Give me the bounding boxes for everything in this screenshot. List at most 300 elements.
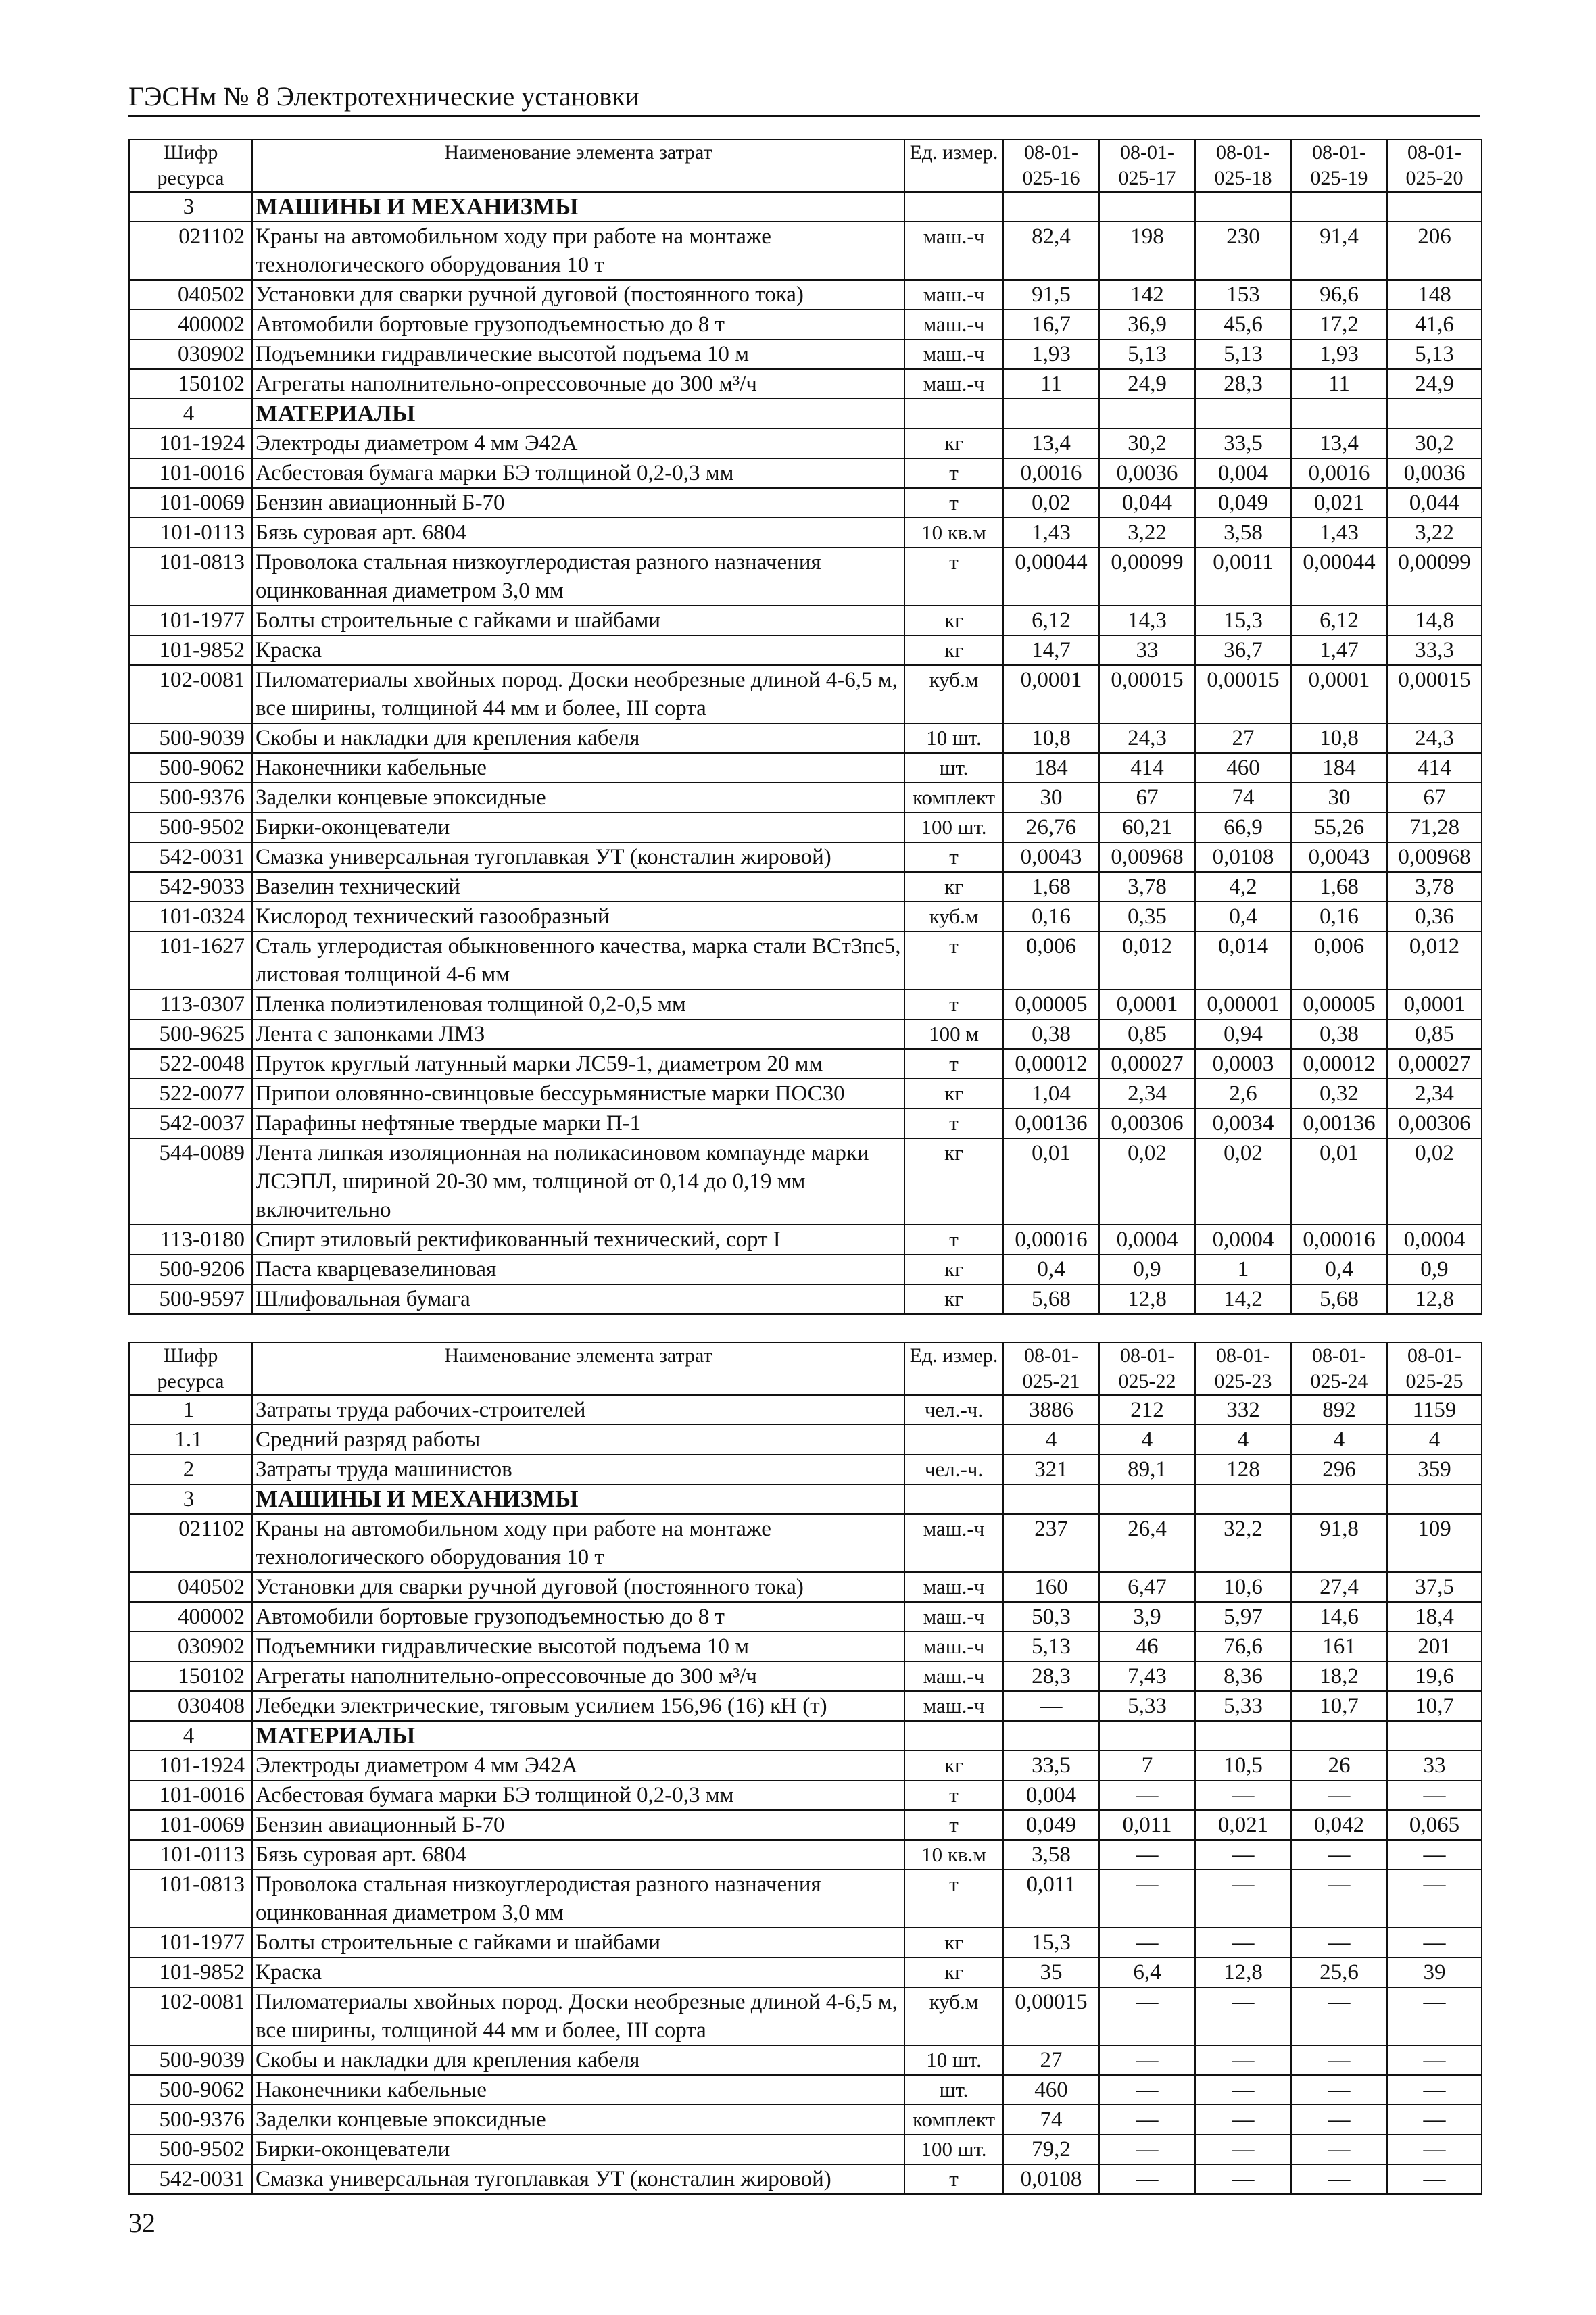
value-cell: 24,9 bbox=[1099, 369, 1195, 399]
table-row bbox=[129, 429, 1482, 458]
value-cell: 10,7 bbox=[1291, 1691, 1387, 1721]
resource-name: Проволока стальная низкоуглеродистая разного назначения оцинкованная диаметром 3,0 мм bbox=[252, 547, 904, 606]
value-cell: — bbox=[1195, 1928, 1291, 1957]
value-cell: 12,8 bbox=[1099, 1284, 1195, 1314]
resource-name: Автомобили бортовые грузоподъемностью до 8 т bbox=[252, 1602, 904, 1632]
value-cell: 0,00136 bbox=[1003, 1108, 1099, 1138]
resource-code: 101-9852 bbox=[129, 635, 252, 665]
resource-name: Подъемники гидравлические высотой подъема 10 м bbox=[252, 1632, 904, 1661]
value-cell: 0,01 bbox=[1291, 1138, 1387, 1225]
value-cell: 3,9 bbox=[1099, 1602, 1195, 1632]
table-row bbox=[129, 723, 1482, 753]
value-cell: 148 bbox=[1387, 280, 1482, 310]
value-cell bbox=[1099, 1721, 1195, 1751]
resource-name: Средний разряд работы bbox=[252, 1425, 904, 1455]
value-cell: 16,7 bbox=[1003, 310, 1099, 339]
value-cell: 35 bbox=[1003, 1957, 1099, 1987]
unit-cell: комплект bbox=[904, 2105, 1003, 2135]
value-cell: 0,0001 bbox=[1387, 990, 1482, 1019]
value-cell: 5,33 bbox=[1195, 1691, 1291, 1721]
value-cell: 10,8 bbox=[1291, 723, 1387, 753]
value-cell: 184 bbox=[1291, 753, 1387, 783]
value-cell bbox=[1003, 399, 1099, 429]
value-cell: 0,042 bbox=[1291, 1810, 1387, 1840]
column-header: 08-01-025-17 bbox=[1099, 139, 1195, 192]
value-cell bbox=[1387, 1721, 1482, 1751]
value-cell: 0,021 bbox=[1195, 1810, 1291, 1840]
value-cell: 33,5 bbox=[1003, 1751, 1099, 1780]
unit-cell: маш.-ч bbox=[904, 339, 1003, 369]
value-cell: 3886 bbox=[1003, 1395, 1099, 1425]
value-cell: 198 bbox=[1099, 222, 1195, 280]
resource-code: 500-9039 bbox=[129, 723, 252, 753]
unit-cell: т bbox=[904, 1780, 1003, 1810]
value-cell: 4,2 bbox=[1195, 872, 1291, 902]
value-cell: 26 bbox=[1291, 1751, 1387, 1780]
table-row bbox=[129, 280, 1482, 310]
resource-name: Заделки концевые эпоксидные bbox=[252, 2105, 904, 2135]
value-cell: 2,34 bbox=[1099, 1079, 1195, 1108]
value-cell: 27 bbox=[1003, 2045, 1099, 2075]
value-cell: 50,3 bbox=[1003, 1602, 1099, 1632]
resource-name: Бирки-оконцеватели bbox=[252, 812, 904, 842]
resource-code: 544-0089 bbox=[129, 1138, 252, 1225]
value-cell bbox=[1195, 1484, 1291, 1514]
value-cell: — bbox=[1195, 2164, 1291, 2194]
column-header: Наименование элемента затрат bbox=[252, 1342, 904, 1395]
value-cell: 359 bbox=[1387, 1455, 1482, 1484]
value-cell: 0,0011 bbox=[1195, 547, 1291, 606]
resource-code: 1 bbox=[129, 1395, 252, 1425]
value-cell: 5,13 bbox=[1195, 339, 1291, 369]
unit-cell: 10 кв.м bbox=[904, 518, 1003, 547]
resource-code: 2 bbox=[129, 1455, 252, 1484]
value-cell: 6,12 bbox=[1003, 606, 1099, 635]
value-cell: 4 bbox=[1291, 1425, 1387, 1455]
value-cell: 0,0004 bbox=[1099, 1225, 1195, 1254]
resource-name: Наконечники кабельные bbox=[252, 753, 904, 783]
resource-code: 101-0113 bbox=[129, 1840, 252, 1870]
resource-code: 101-0016 bbox=[129, 1780, 252, 1810]
unit-cell: т bbox=[904, 1225, 1003, 1254]
value-cell bbox=[1291, 1484, 1387, 1514]
value-cell: 153 bbox=[1195, 280, 1291, 310]
value-cell: — bbox=[1195, 2075, 1291, 2105]
value-cell: — bbox=[1099, 1780, 1195, 1810]
resource-name: Подъемники гидравлические высотой подъема 10 м bbox=[252, 339, 904, 369]
value-cell: 0,0001 bbox=[1099, 990, 1195, 1019]
resource-name: Бензин авиационный Б-70 bbox=[252, 1810, 904, 1840]
unit-cell: кг bbox=[904, 1079, 1003, 1108]
value-cell: 30,2 bbox=[1099, 429, 1195, 458]
value-cell: 109 bbox=[1387, 1514, 1482, 1572]
value-cell: — bbox=[1291, 1780, 1387, 1810]
resource-code: 150102 bbox=[129, 369, 252, 399]
value-cell: 0,065 bbox=[1387, 1810, 1482, 1840]
value-cell: 25,6 bbox=[1291, 1957, 1387, 1987]
value-cell: 0,00044 bbox=[1003, 547, 1099, 606]
unit-cell: 100 шт. bbox=[904, 812, 1003, 842]
table-row bbox=[129, 1691, 1482, 1721]
value-cell: 0,00012 bbox=[1003, 1049, 1099, 1079]
table-row bbox=[129, 2135, 1482, 2164]
resource-code: 542-0037 bbox=[129, 1108, 252, 1138]
value-cell: 6,12 bbox=[1291, 606, 1387, 635]
value-cell: 0,0016 bbox=[1291, 458, 1387, 488]
value-cell: — bbox=[1291, 1928, 1387, 1957]
unit-cell: кг bbox=[904, 1928, 1003, 1957]
resource-name: Краска bbox=[252, 1957, 904, 1987]
resource-code: 500-9062 bbox=[129, 753, 252, 783]
value-cell: 0,00099 bbox=[1099, 547, 1195, 606]
value-cell: 3,22 bbox=[1387, 518, 1482, 547]
table-row bbox=[129, 1254, 1482, 1284]
value-cell: — bbox=[1387, 2075, 1482, 2105]
value-cell: 0,16 bbox=[1291, 902, 1387, 931]
value-cell: 0,01 bbox=[1003, 1138, 1099, 1225]
resource-table-1 bbox=[128, 139, 1482, 1315]
value-cell: 0,00027 bbox=[1387, 1049, 1482, 1079]
value-cell: 0,16 bbox=[1003, 902, 1099, 931]
unit-cell: 10 кв.м bbox=[904, 1840, 1003, 1870]
value-cell: 0,0001 bbox=[1003, 665, 1099, 723]
value-cell: 24,3 bbox=[1387, 723, 1482, 753]
resource-name: Болты строительные с гайками и шайбами bbox=[252, 606, 904, 635]
resource-code: 101-1924 bbox=[129, 1751, 252, 1780]
resource-code: 500-9062 bbox=[129, 2075, 252, 2105]
value-cell: 414 bbox=[1099, 753, 1195, 783]
unit-cell: т bbox=[904, 1049, 1003, 1079]
column-header: 08-01-025-18 bbox=[1195, 139, 1291, 192]
value-cell: 14,8 bbox=[1387, 606, 1482, 635]
page-number: 32 bbox=[128, 2208, 155, 2238]
value-cell: 5,97 bbox=[1195, 1602, 1291, 1632]
value-cell: 892 bbox=[1291, 1395, 1387, 1425]
value-cell: 0,012 bbox=[1099, 931, 1195, 990]
table-row bbox=[129, 1572, 1482, 1602]
value-cell: 3,78 bbox=[1387, 872, 1482, 902]
resource-name: Шлифовальная бумага bbox=[252, 1284, 904, 1314]
value-cell: 5,68 bbox=[1291, 1284, 1387, 1314]
value-cell: 41,6 bbox=[1387, 310, 1482, 339]
resource-code: 021102 bbox=[129, 1514, 252, 1572]
value-cell: 0,35 bbox=[1099, 902, 1195, 931]
resource-name: Агрегаты наполнительно-опрессовочные до 300 м³/ч bbox=[252, 1661, 904, 1691]
value-cell: 237 bbox=[1003, 1514, 1099, 1572]
value-cell bbox=[1099, 399, 1195, 429]
value-cell: 230 bbox=[1195, 222, 1291, 280]
table-row bbox=[129, 1840, 1482, 1870]
resource-code: 101-1977 bbox=[129, 606, 252, 635]
unit-cell: чел.-ч. bbox=[904, 1395, 1003, 1425]
value-cell: 26,76 bbox=[1003, 812, 1099, 842]
value-cell: 6,4 bbox=[1099, 1957, 1195, 1987]
value-cell: — bbox=[1291, 2105, 1387, 2135]
resource-code: 1.1 bbox=[129, 1425, 252, 1455]
value-cell: 0,00001 bbox=[1195, 990, 1291, 1019]
resource-code: 101-0113 bbox=[129, 518, 252, 547]
value-cell: 0,00044 bbox=[1291, 547, 1387, 606]
value-cell: 0,0003 bbox=[1195, 1049, 1291, 1079]
value-cell: 0,00005 bbox=[1291, 990, 1387, 1019]
unit-cell: маш.-ч bbox=[904, 1661, 1003, 1691]
value-cell: 33 bbox=[1387, 1751, 1482, 1780]
table-row bbox=[129, 488, 1482, 518]
value-cell: 3,78 bbox=[1099, 872, 1195, 902]
unit-cell: чел.-ч. bbox=[904, 1455, 1003, 1484]
table-row bbox=[129, 1661, 1482, 1691]
value-cell: 1,43 bbox=[1003, 518, 1099, 547]
table-row bbox=[129, 458, 1482, 488]
value-cell: 82,4 bbox=[1003, 222, 1099, 280]
value-cell: 2,34 bbox=[1387, 1079, 1482, 1108]
section-title: МАТЕРИАЛЫ bbox=[252, 1721, 904, 1751]
value-cell: — bbox=[1291, 1987, 1387, 2045]
value-cell: 0,004 bbox=[1003, 1780, 1099, 1810]
resource-code: 542-9033 bbox=[129, 872, 252, 902]
resource-code: 400002 bbox=[129, 310, 252, 339]
value-cell: 0,32 bbox=[1291, 1079, 1387, 1108]
table-row bbox=[129, 1780, 1482, 1810]
value-cell: 26,4 bbox=[1099, 1514, 1195, 1572]
resource-code: 101-0069 bbox=[129, 488, 252, 518]
resource-name: Асбестовая бумага марки БЭ толщиной 0,2-0,3 мм bbox=[252, 458, 904, 488]
resource-code: 102-0081 bbox=[129, 665, 252, 723]
value-cell: 14,6 bbox=[1291, 1602, 1387, 1632]
table-row bbox=[129, 1928, 1482, 1957]
value-cell: — bbox=[1099, 2045, 1195, 2075]
resource-code: 101-1924 bbox=[129, 429, 252, 458]
value-cell: 0,0001 bbox=[1291, 665, 1387, 723]
table-row bbox=[129, 902, 1482, 931]
value-cell: 5,33 bbox=[1099, 1691, 1195, 1721]
value-cell: 0,38 bbox=[1291, 1019, 1387, 1049]
value-cell: 1159 bbox=[1387, 1395, 1482, 1425]
resource-code: 101-0813 bbox=[129, 547, 252, 606]
resource-name: Парафины нефтяные твердые марки П-1 bbox=[252, 1108, 904, 1138]
resource-name: Краны на автомобильном ходу при работе на монтаже технологического оборудования 10 т bbox=[252, 1514, 904, 1572]
value-cell: 1,04 bbox=[1003, 1079, 1099, 1108]
resource-code: 500-9376 bbox=[129, 2105, 252, 2135]
value-cell: 60,21 bbox=[1099, 812, 1195, 842]
value-cell bbox=[1387, 1484, 1482, 1514]
value-cell: — bbox=[1003, 1691, 1099, 1721]
table-row bbox=[129, 547, 1482, 606]
value-cell: 33,3 bbox=[1387, 635, 1482, 665]
value-cell: 0,00015 bbox=[1387, 665, 1482, 723]
value-cell: 0,00968 bbox=[1387, 842, 1482, 872]
value-cell: — bbox=[1387, 2164, 1482, 2194]
unit-cell bbox=[904, 1484, 1003, 1514]
column-header: Ед. измер. bbox=[904, 1342, 1003, 1395]
value-cell: 4 bbox=[1003, 1425, 1099, 1455]
unit-cell: маш.-ч bbox=[904, 1632, 1003, 1661]
unit-cell: кг bbox=[904, 1957, 1003, 1987]
resource-name: Бензин авиационный Б-70 bbox=[252, 488, 904, 518]
value-cell: 30,2 bbox=[1387, 429, 1482, 458]
resource-code: 500-9206 bbox=[129, 1254, 252, 1284]
value-cell bbox=[1291, 399, 1387, 429]
unit-cell: т bbox=[904, 458, 1003, 488]
value-cell: 201 bbox=[1387, 1632, 1482, 1661]
value-cell: 45,6 bbox=[1195, 310, 1291, 339]
resource-name: Электроды диаметром 4 мм Э42А bbox=[252, 429, 904, 458]
value-cell: — bbox=[1195, 2045, 1291, 2075]
value-cell: 0,021 bbox=[1291, 488, 1387, 518]
value-cell: 0,4 bbox=[1291, 1254, 1387, 1284]
value-cell: 0,9 bbox=[1387, 1254, 1482, 1284]
resource-code: 102-0081 bbox=[129, 1987, 252, 2045]
value-cell: 0,011 bbox=[1003, 1870, 1099, 1928]
value-cell bbox=[1291, 192, 1387, 222]
resource-code: 500-9039 bbox=[129, 2045, 252, 2075]
value-cell: 0,004 bbox=[1195, 458, 1291, 488]
resource-name: Электроды диаметром 4 мм Э42А bbox=[252, 1751, 904, 1780]
value-cell: 0,38 bbox=[1003, 1019, 1099, 1049]
resource-name: Спирт этиловый ректификованный технический, сорт I bbox=[252, 1225, 904, 1254]
unit-cell: шт. bbox=[904, 753, 1003, 783]
value-cell: 161 bbox=[1291, 1632, 1387, 1661]
resource-code: 101-9852 bbox=[129, 1957, 252, 1987]
value-cell: 67 bbox=[1099, 783, 1195, 812]
resource-name: Бязь суровая арт. 6804 bbox=[252, 1840, 904, 1870]
table-row bbox=[129, 1751, 1482, 1780]
table-row bbox=[129, 310, 1482, 339]
table-row bbox=[129, 2045, 1482, 2075]
value-cell: 18,4 bbox=[1387, 1602, 1482, 1632]
value-cell bbox=[1003, 1721, 1099, 1751]
resource-code: 113-0307 bbox=[129, 990, 252, 1019]
table-row bbox=[129, 1425, 1482, 1455]
value-cell: 15,3 bbox=[1195, 606, 1291, 635]
value-cell: 33 bbox=[1099, 635, 1195, 665]
value-cell: 3,58 bbox=[1195, 518, 1291, 547]
section-row bbox=[129, 1484, 1482, 1514]
value-cell: 2,6 bbox=[1195, 1079, 1291, 1108]
unit-cell: т bbox=[904, 990, 1003, 1019]
unit-cell: куб.м bbox=[904, 902, 1003, 931]
unit-cell: т bbox=[904, 842, 1003, 872]
resource-name: Асбестовая бумага марки БЭ толщиной 0,2-0,3 мм bbox=[252, 1780, 904, 1810]
resource-name: Бирки-оконцеватели bbox=[252, 2135, 904, 2164]
value-cell: 1,93 bbox=[1291, 339, 1387, 369]
document-title: ГЭСНм № 8 Электротехнические установки bbox=[128, 81, 639, 112]
unit-cell: т bbox=[904, 1810, 1003, 1840]
value-cell: 0,00136 bbox=[1291, 1108, 1387, 1138]
value-cell: 5,68 bbox=[1003, 1284, 1099, 1314]
resource-name: Пиломатериалы хвойных пород. Доски необрезные длиной 4-6,5 м, все ширины, толщиной 44 мм и более, III сорта bbox=[252, 665, 904, 723]
table-row bbox=[129, 783, 1482, 812]
value-cell: 0,0036 bbox=[1099, 458, 1195, 488]
unit-cell: маш.-ч bbox=[904, 310, 1003, 339]
resource-code: 3 bbox=[129, 1484, 252, 1514]
table-body bbox=[129, 192, 1482, 1314]
value-cell: 4 bbox=[1387, 1425, 1482, 1455]
value-cell: 0,044 bbox=[1387, 488, 1482, 518]
value-cell: 27 bbox=[1195, 723, 1291, 753]
value-cell bbox=[1195, 1721, 1291, 1751]
value-cell: 74 bbox=[1195, 783, 1291, 812]
value-cell: 0,00016 bbox=[1291, 1225, 1387, 1254]
value-cell: — bbox=[1291, 1840, 1387, 1870]
section-title: МАШИНЫ И МЕХАНИЗМЫ bbox=[252, 1484, 904, 1514]
resource-name: Пиломатериалы хвойных пород. Доски необрезные длиной 4-6,5 м, все ширины, толщиной 44 мм и более, III сорта bbox=[252, 1987, 904, 2045]
resource-code: 113-0180 bbox=[129, 1225, 252, 1254]
unit-cell: т bbox=[904, 2164, 1003, 2194]
value-cell: 10,7 bbox=[1387, 1691, 1482, 1721]
value-cell: — bbox=[1387, 2135, 1482, 2164]
table-header bbox=[129, 1342, 1482, 1395]
value-cell: 7 bbox=[1099, 1751, 1195, 1780]
value-cell: 14,3 bbox=[1099, 606, 1195, 635]
value-cell: 0,00015 bbox=[1003, 1987, 1099, 2045]
table-row bbox=[129, 2164, 1482, 2194]
value-cell: 0,00027 bbox=[1099, 1049, 1195, 1079]
column-header: 08-01-025-19 bbox=[1291, 139, 1387, 192]
value-cell: 66,9 bbox=[1195, 812, 1291, 842]
unit-cell: кг bbox=[904, 1284, 1003, 1314]
table-row bbox=[129, 665, 1482, 723]
table-row bbox=[129, 1632, 1482, 1661]
value-cell: — bbox=[1291, 2135, 1387, 2164]
value-cell: 0,00968 bbox=[1099, 842, 1195, 872]
value-cell: 36,7 bbox=[1195, 635, 1291, 665]
value-cell: 24,3 bbox=[1099, 723, 1195, 753]
value-cell: 0,0043 bbox=[1003, 842, 1099, 872]
value-cell: 39 bbox=[1387, 1957, 1482, 1987]
resource-code: 101-0069 bbox=[129, 1810, 252, 1840]
table-row bbox=[129, 1108, 1482, 1138]
value-cell: 0,0004 bbox=[1195, 1225, 1291, 1254]
value-cell: 0,00306 bbox=[1387, 1108, 1482, 1138]
section-title: МАШИНЫ И МЕХАНИЗМЫ bbox=[252, 192, 904, 222]
unit-cell bbox=[904, 1425, 1003, 1455]
column-header: 08-01-025-25 bbox=[1387, 1342, 1482, 1395]
value-cell: — bbox=[1099, 2105, 1195, 2135]
table-row bbox=[129, 369, 1482, 399]
value-cell: 55,26 bbox=[1291, 812, 1387, 842]
value-cell: 18,2 bbox=[1291, 1661, 1387, 1691]
value-cell: 91,5 bbox=[1003, 280, 1099, 310]
resource-code: 101-0016 bbox=[129, 458, 252, 488]
value-cell: — bbox=[1099, 1840, 1195, 1870]
value-cell: 27,4 bbox=[1291, 1572, 1387, 1602]
table-row bbox=[129, 1810, 1482, 1840]
resource-name: Паста кварцевазелиновая bbox=[252, 1254, 904, 1284]
value-cell: — bbox=[1099, 1870, 1195, 1928]
value-cell: 0,0036 bbox=[1387, 458, 1482, 488]
table-row bbox=[129, 222, 1482, 280]
table-row bbox=[129, 753, 1482, 783]
table-row bbox=[129, 635, 1482, 665]
resource-code: 101-1977 bbox=[129, 1928, 252, 1957]
value-cell: 91,4 bbox=[1291, 222, 1387, 280]
value-cell: 0,4 bbox=[1195, 902, 1291, 931]
resource-code: 4 bbox=[129, 399, 252, 429]
section-title: МАТЕРИАЛЫ bbox=[252, 399, 904, 429]
section-row bbox=[129, 1721, 1482, 1751]
unit-cell: 10 шт. bbox=[904, 723, 1003, 753]
value-cell: 6,47 bbox=[1099, 1572, 1195, 1602]
value-cell bbox=[1099, 1484, 1195, 1514]
value-cell: 12,8 bbox=[1195, 1957, 1291, 1987]
value-cell: — bbox=[1291, 2164, 1387, 2194]
resource-code: 3 bbox=[129, 192, 252, 222]
value-cell: 15,3 bbox=[1003, 1928, 1099, 1957]
unit-cell: т bbox=[904, 1870, 1003, 1928]
value-cell: 0,00005 bbox=[1003, 990, 1099, 1019]
value-cell: — bbox=[1195, 2135, 1291, 2164]
